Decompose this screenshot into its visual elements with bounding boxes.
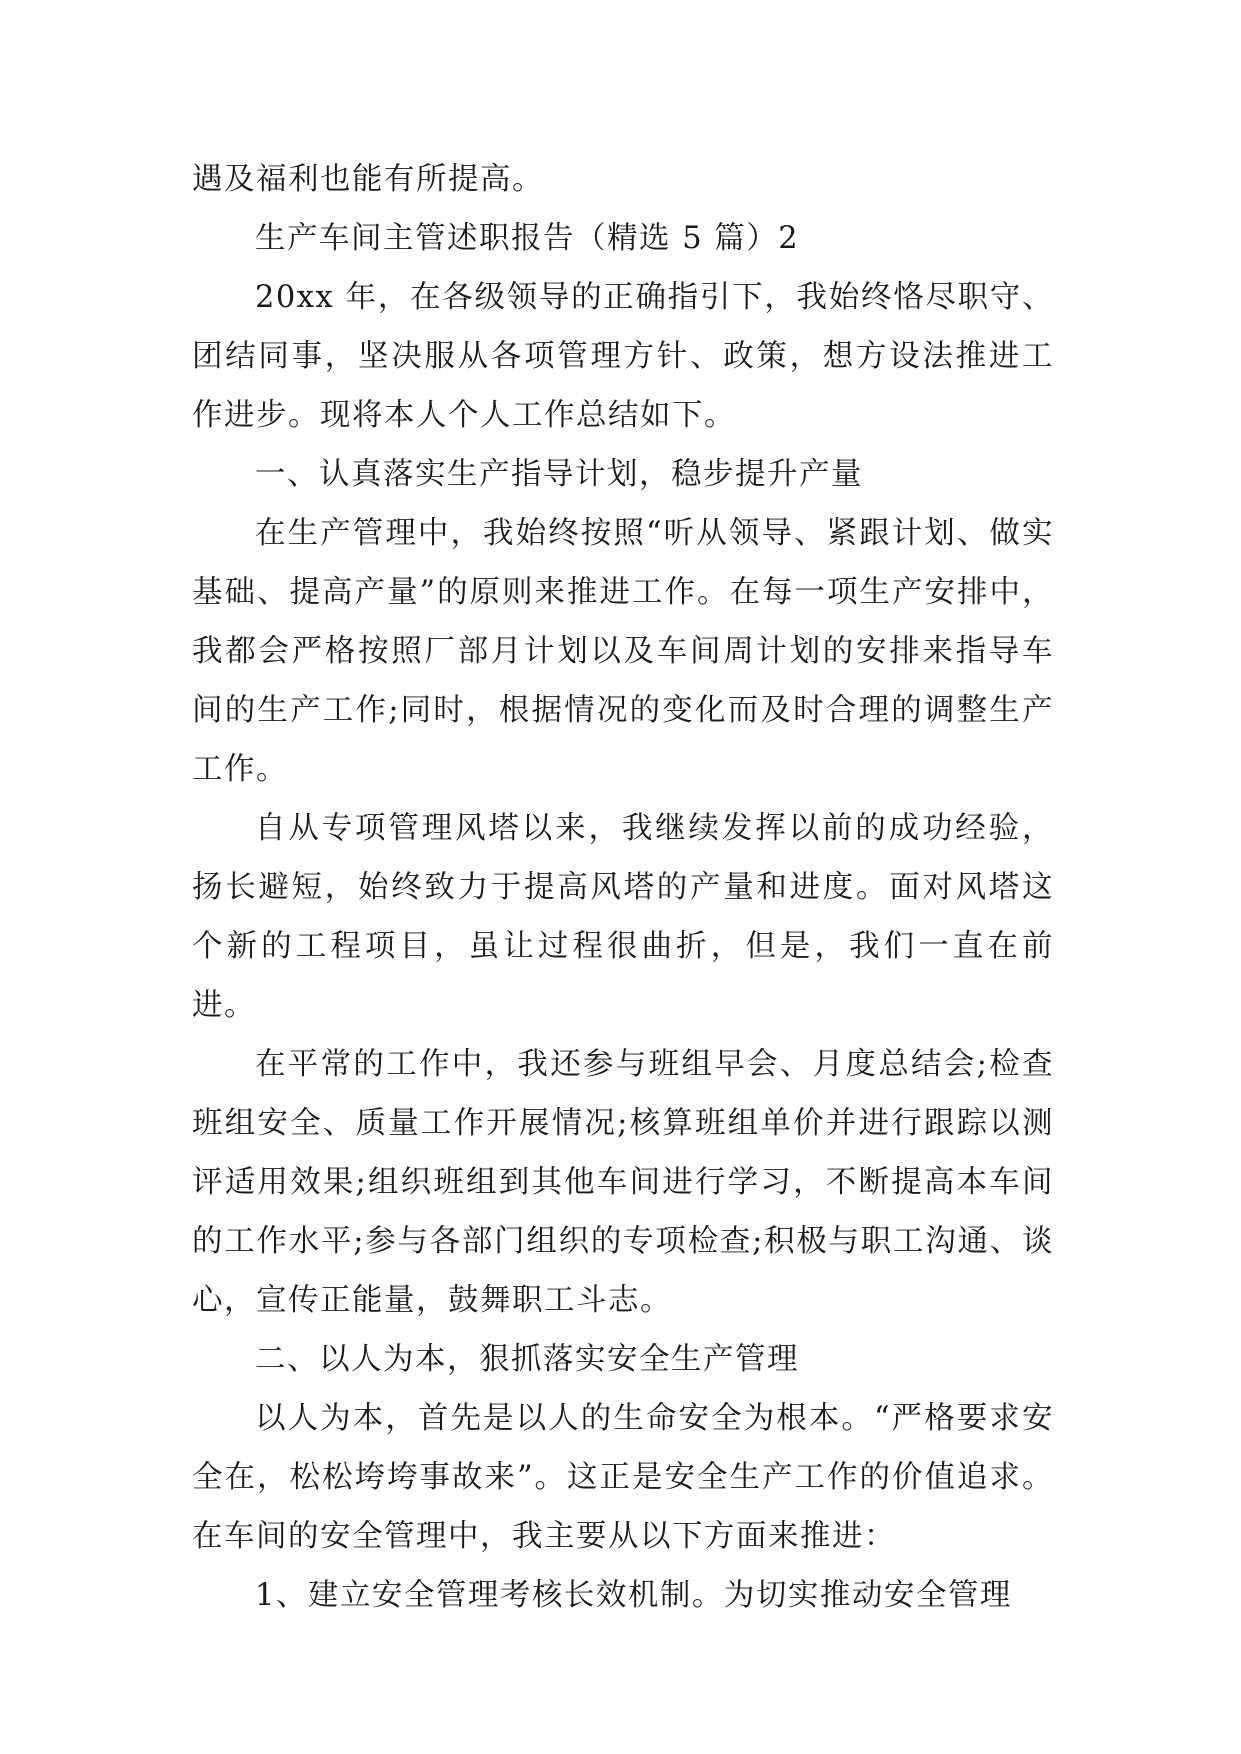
paragraph-1: 遇及福利也能有所提高。 [192, 162, 544, 197]
heading-one: 一、认真落实生产指导计划，稳步提升产量 [255, 457, 863, 492]
paragraph-production-management: 在生产管理中，我始终按照“听从领导、紧跟计划、做实基础、提高产量”的原则来推进工作。在每一项生产安排中，我都会严格按照厂部月计划以及车间周计划的安排来指导车间的生产工作;同时，根据情况的变化而及时合理的调整生产工作。 [192, 516, 1054, 787]
document-body [192, 150, 1054, 1625]
paragraph-item-1: 1、建立安全管理考核长效机制。为切实推动安全管理 [255, 1578, 1012, 1613]
paragraph-daily-work: 在平常的工作中，我还参与班组早会、月度总结会;检查班组安全、质量工作开展情况;核算班组单价并进行跟踪以测评适用效果;组织班组到其他车间进行学习，不断提高本车间的工作水平;参与各部门组织的专项检查;积极与职工沟通、谈心，宣传正能量，鼓舞职工斗志。 [192, 1047, 1054, 1318]
paragraph-intro: 20xx 年，在各级领导的正确指引下，我始终恪尽职守、团结同事，坚决服从各项管理方针、政策，想方设法推进工作进步。现将本人个人工作总结如下。 [192, 280, 1054, 433]
paragraph-wind-tower: 自从专项管理风塔以来，我继续发挥以前的成功经验，扬长避短，始终致力于提高风塔的产量和进度。面对风塔这个新的工程项目，虽让过程很曲折，但是，我们一直在前进。 [192, 811, 1054, 1023]
paragraph-safety: 以人为本，首先是以人的生命安全为根本。“严格要求安全在，松松垮垮事故来”。这正是安全生产工作的价值追求。在车间的安全管理中，我主要从以下方面来推进： [192, 1401, 1054, 1554]
section-title-2: 生产车间主管述职报告（精选 5 篇）2 [255, 221, 800, 256]
heading-two: 二、以人为本，狠抓落实安全生产管理 [255, 1342, 799, 1377]
